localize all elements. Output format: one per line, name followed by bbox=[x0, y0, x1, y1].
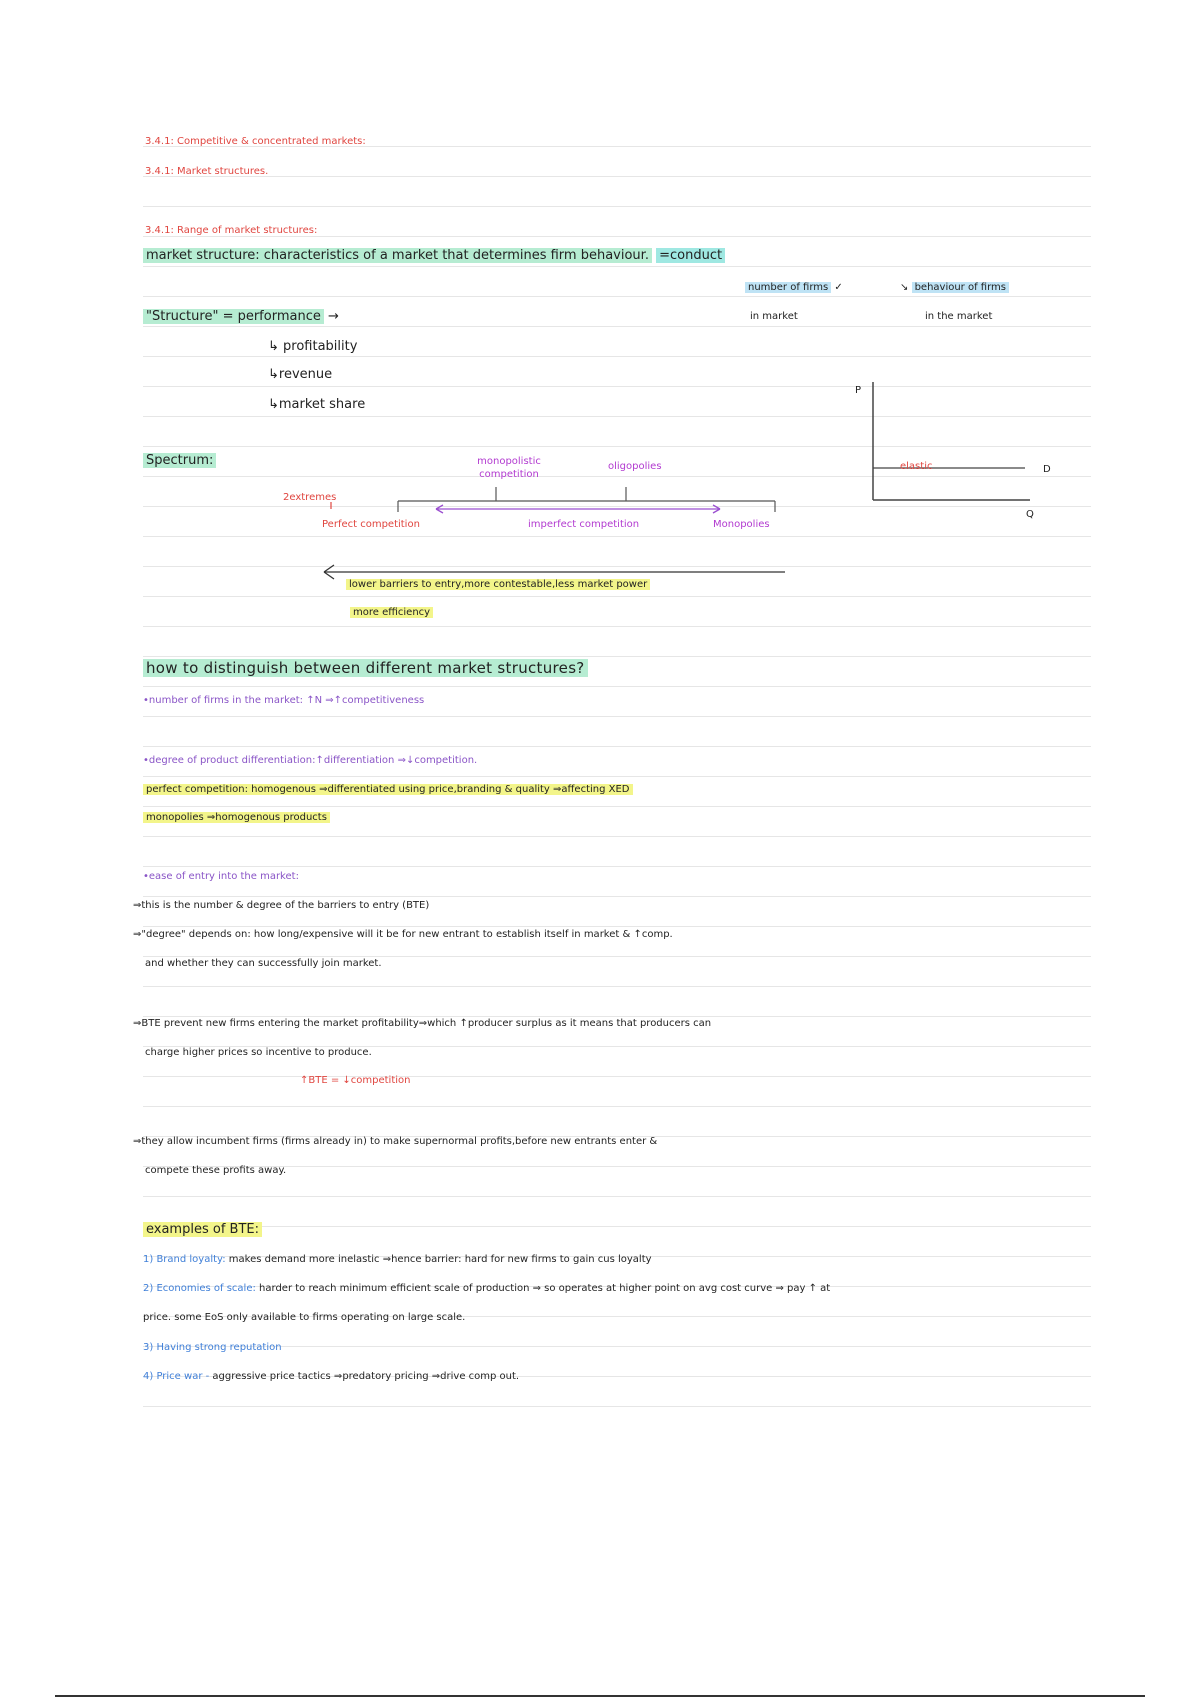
ruled-line bbox=[143, 686, 1091, 687]
behaviour-of-firms: ↘ behaviour of firms bbox=[900, 279, 1009, 297]
demand-graph bbox=[850, 380, 1050, 520]
q-label: Q bbox=[1026, 509, 1034, 520]
ruled-line bbox=[143, 1196, 1091, 1197]
structure-item: ↳revenue bbox=[268, 367, 333, 382]
monopolistic-label: monopolistic competition bbox=[477, 456, 541, 480]
ruled-line bbox=[143, 596, 1091, 597]
ruled-line bbox=[143, 1346, 1091, 1347]
ruled-line bbox=[143, 716, 1091, 717]
page-bottom-border bbox=[55, 1695, 1145, 1697]
ruled-line bbox=[143, 656, 1091, 657]
extremes-label: 2extremes bbox=[283, 492, 337, 503]
example-item: 3) Having strong reputation bbox=[143, 1342, 282, 1353]
ruled-line bbox=[143, 1226, 1091, 1227]
ruled-line bbox=[143, 746, 1091, 747]
entry-heading: •ease of entry into the market: bbox=[143, 871, 299, 882]
ruled-line bbox=[143, 626, 1091, 627]
structure-label: "Structure" = performance → bbox=[143, 308, 339, 326]
number-of-firms-point: •number of firms in the market: ↑N ⇒↑competitiveness bbox=[143, 695, 425, 706]
example-item: 1) Brand loyalty: makes demand more inelastic ⇒hence barrier: hard for new firms to gain cus loyalty bbox=[143, 1254, 652, 1265]
efficiency-text: more efficiency bbox=[350, 604, 433, 622]
oligopolies-label: oligopolies bbox=[608, 461, 662, 472]
spectrum-label: Spectrum: bbox=[143, 452, 216, 470]
elastic-label: elastic bbox=[900, 461, 933, 472]
bte-competition: ↑BTE = ↓competition bbox=[300, 1075, 411, 1086]
d-label: D bbox=[1043, 464, 1051, 475]
ruled-line bbox=[143, 1106, 1091, 1107]
ruled-line bbox=[143, 836, 1091, 837]
entry-line: charge higher prices so incentive to produce. bbox=[145, 1047, 372, 1058]
in-the-market: in the market bbox=[925, 311, 993, 322]
definition-text: market structure: characteristics of a market that determines firm behaviour. bbox=[143, 248, 652, 263]
p-label: P bbox=[855, 385, 862, 396]
entry-line: compete these profits away. bbox=[145, 1165, 287, 1176]
definition-line bbox=[143, 247, 725, 265]
conduct-label: =conduct bbox=[656, 248, 725, 263]
examples-heading: examples of BTE: bbox=[143, 1221, 262, 1239]
ruled-line bbox=[143, 1406, 1091, 1407]
ruled-line bbox=[143, 806, 1091, 807]
example-item: 4) Price war - aggressive price tactics ⇒predatory pricing ⇒drive comp out. bbox=[143, 1371, 520, 1382]
entry-line: ⇒this is the number & degree of the barriers to entry (BTE) bbox=[133, 900, 430, 911]
ruled-line bbox=[143, 536, 1091, 537]
ruled-line bbox=[143, 866, 1091, 867]
ruled-line bbox=[143, 326, 1091, 327]
section-heading: 3.4.1: Range of market structures: bbox=[145, 225, 318, 236]
ruled-line bbox=[143, 1076, 1091, 1077]
perfect-competition-label: Perfect competition bbox=[322, 519, 420, 530]
differentiation-point: •degree of product differentiation:↑differentiation ⇒↓competition. bbox=[143, 755, 478, 766]
ruled-line bbox=[143, 986, 1091, 987]
page-title: 3.4.1: Competitive & concentrated markets: bbox=[145, 136, 366, 147]
structure-item: ↳ profitability bbox=[268, 339, 358, 354]
ruled-line bbox=[143, 206, 1091, 207]
ruled-line bbox=[143, 356, 1091, 357]
ruled-line bbox=[143, 776, 1091, 777]
monopolies-label: Monopolies bbox=[713, 519, 770, 530]
structure-item: ↳market share bbox=[268, 397, 366, 412]
in-market: in market bbox=[750, 311, 798, 322]
subtitle: 3.4.1: Market structures. bbox=[145, 166, 269, 177]
ruled-line bbox=[143, 176, 1091, 177]
perfect-competition-point: perfect competition: homogenous ⇒differentiated using price,branding & quality ⇒affecting XED bbox=[143, 781, 633, 799]
number-of-firms: number of firms ✓ bbox=[745, 279, 843, 297]
entry-line: ⇒BTE prevent new firms entering the market profitability⇒which ↑producer surplus as it means that producers can bbox=[133, 1018, 712, 1029]
entry-line: and whether they can successfully join market. bbox=[145, 958, 382, 969]
example-item: 2) Economies of scale: harder to reach minimum efficient scale of production ⇒ so operates at higher point on avg cost curve ⇒ pay ↑ at bbox=[143, 1283, 831, 1294]
imperfect-competition-label: imperfect competition bbox=[528, 519, 640, 530]
example-item: price. some EoS only available to firms operating on large scale. bbox=[143, 1312, 466, 1323]
entry-line: ⇒"degree" depends on: how long/expensive will it be for new entrant to establish itself in market & ↑comp. bbox=[133, 929, 673, 940]
barriers-text: lower barriers to entry,more contestable,less market power bbox=[346, 576, 650, 594]
distinguish-heading: how to distinguish between different market structures? bbox=[143, 659, 588, 677]
ruled-line bbox=[143, 266, 1091, 267]
entry-line: ⇒they allow incumbent firms (firms already in) to make supernormal profits,before new entrants enter & bbox=[133, 1136, 658, 1147]
monopolies-point: monopolies ⇒homogenous products bbox=[143, 809, 330, 827]
